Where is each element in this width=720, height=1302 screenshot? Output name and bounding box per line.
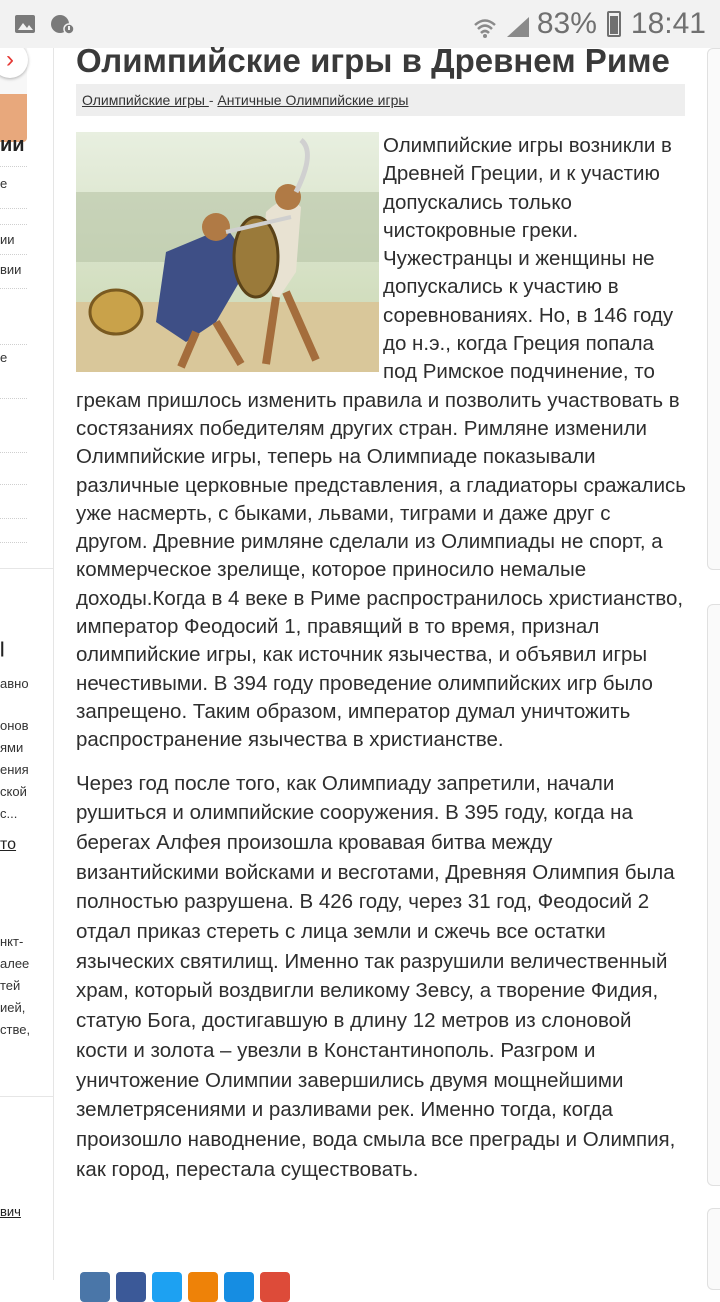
breadcrumb-separator: - xyxy=(208,92,214,108)
vk-share-icon[interactable] xyxy=(80,1272,110,1302)
page-title: Олимпийские игры в Древнем Риме xyxy=(76,42,670,79)
sidebar-text: авно xyxy=(0,676,29,691)
sidebar-panel xyxy=(0,48,54,1280)
breadcrumb-link-ancient-olympics[interactable]: Античные Олимпийские игры xyxy=(217,92,409,108)
facebook-share-icon[interactable] xyxy=(116,1272,146,1302)
sidebar-item[interactable]: ии xyxy=(0,232,15,247)
sidebar-text: стве, xyxy=(0,1022,31,1037)
sidebar-text: ией, xyxy=(0,1000,26,1015)
sidebar-link[interactable]: | xyxy=(0,640,5,657)
chevron-right-icon[interactable]: › xyxy=(0,48,28,78)
sidebar-link[interactable]: вич xyxy=(0,1204,21,1219)
twitter-share-icon[interactable] xyxy=(152,1272,182,1302)
sidebar-text: ской xyxy=(0,784,27,799)
sidebar-text: ения xyxy=(0,762,29,777)
sidebar-text: ями xyxy=(0,740,24,755)
adjacent-panel-edge xyxy=(708,48,720,1280)
share-bar xyxy=(80,1272,290,1302)
battery-icon xyxy=(607,11,621,37)
article xyxy=(76,38,686,1198)
clock: 18:41 xyxy=(630,7,706,40)
odnoklassniki-share-icon[interactable] xyxy=(188,1272,218,1302)
sidebar-item[interactable]: е xyxy=(0,350,8,365)
sidebar-text: алее xyxy=(0,956,30,971)
sidebar-text: нкт- xyxy=(0,934,24,949)
gladiators-image xyxy=(76,132,379,372)
breadcrumb xyxy=(76,84,685,116)
signal-icon xyxy=(505,13,527,35)
sidebar-heading: ии xyxy=(0,134,25,156)
article-body xyxy=(76,132,686,1184)
sidebar-text: онов xyxy=(0,718,29,733)
article-paragraph: Через год после того, как Олимпиаду запретили, начали рушиться и олимпийские сооружения. В 395 году, когда на берегах Алфея произошла кровавая битва между византийскими войсками и весготами, Древняя Олимпия была полностью разрушена. В 426 году, через 31 год, Феодосий 2 отдал приказ стереть с лица земли и сжечь все остатки языческих святилищ. Именно так разрушили величественный храм, который воздвигли великому Зевсу, а творение Фидия, статую Бога, достигавшую в длину 12 метров из слоновой кости и золота – увезли в Константинополь. Разгром и уничтожение Олимпии завершились двумя мощнейшими землетрясениями и разливами рек. Именно тогда, когда произошло наводнение, вода смыла все преграды и Олимпия, как город, перестала существовать. xyxy=(76,771,676,1181)
article-paragraph: Олимпийские игры возникли в Древней Греции, и к участию допускались только чистокровные греки. Чужестранцы и женщины не допускались к участию в соревнованиях. Но, в 146 году до н.э., когда Греция попала под Римское подчинение, то грекам пришлось изменить правила и позволить участвовать в состязаниях победителям других стран. Римляне изменили Олимпийские игры, теперь на Олимпиаде показывали различные церковные представления, а гладиаторы сражались уже насмерть, с быками, львами, тиграми и даже друг с другом. Древние римляне сделали из Олимпиады не спорт, а коммерческое зрелище, которое приносило немалые доходы.Когда в 4 веке в Риме распространилось христианство, император Феодосий 1, правящий в то время, признал олимпийские игры, как источник язычества, и объявил игры нечестивыми. В 394 году проведение олимпийских игр было запрещено. Таким образом, император думал уничтожить распространение язычества в христианстве. xyxy=(76,134,686,752)
sidebar-item[interactable]: е xyxy=(0,176,8,191)
googleplus-share-icon[interactable] xyxy=(260,1272,290,1302)
mailru-share-icon[interactable] xyxy=(224,1272,254,1302)
notification-icon xyxy=(50,13,72,35)
sidebar-item[interactable]: вии xyxy=(0,262,22,277)
wifi-icon xyxy=(473,13,495,35)
battery-percent: 83% xyxy=(536,7,597,40)
sidebar-text: тей xyxy=(0,978,21,993)
gallery-icon xyxy=(14,13,36,35)
sidebar-text: с... xyxy=(0,806,18,821)
sidebar-link[interactable]: то xyxy=(0,836,17,853)
breadcrumb-link-olympic-games[interactable]: Олимпийские игры xyxy=(82,92,209,108)
